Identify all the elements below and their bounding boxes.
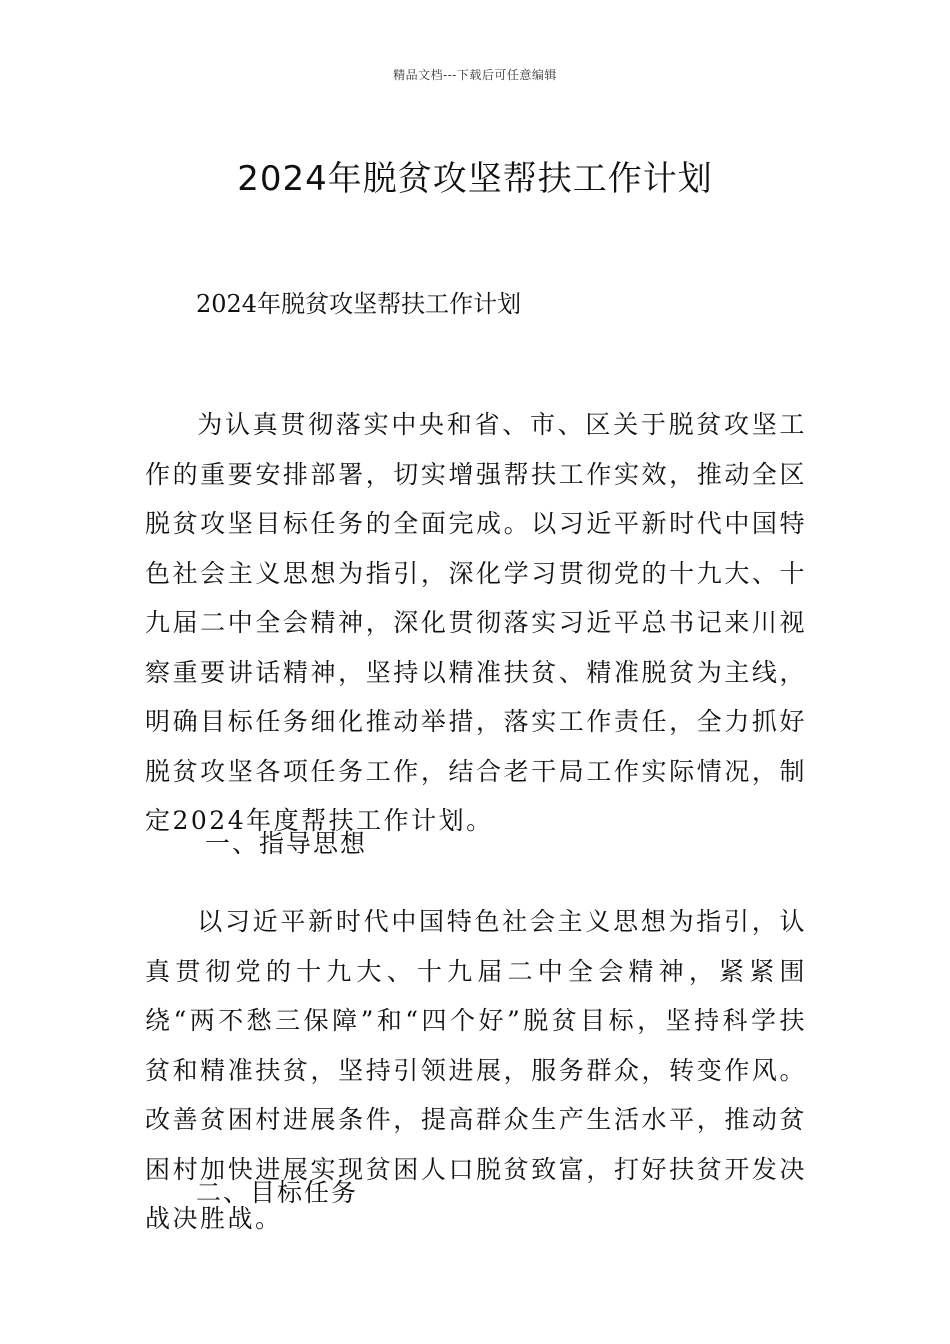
header-note: 精品文档---下载后可任意编辑: [393, 68, 557, 82]
paragraph-guiding-ideology-text: 以习近平新时代中国特色社会主义思想为指引，认真贯彻党的十九大、十九届二中全会精神，紧紧围绕“两不愁三保障”和“四个好”脱贫目标，坚持科学扶贫和精准扶贫，坚持引领进展，服务群众，转变作风。改善贫困村进展条件，提高群众生产生活水平，推动贫困村加快进展实现贫困人口脱贫致富，打好扶贫开发决战决胜战。: [145, 907, 807, 1233]
document-subtitle: 2024年脱贫攻坚帮扶工作计划: [196, 290, 522, 318]
paragraph-intro-text: 为认真贯彻落实中央和省、市、区关于脱贫攻坚工作的重要安排部署，切实增强帮扶工作实效，推动全区脱贫攻坚目标任务的全面完成。以习近平新时代中国特色社会主义思想为指引，深化学习贯彻党的十九大、十九届二中全会精神，深化贯彻落实习近平总书记来川视察重要讲话精神，坚持以精准扶贫、精准脱贫为主线，明确目标任务细化推动举措，落实工作责任，全力抓好脱贫攻坚各项任务工作，结合老干局工作实际情况，制定2024年度帮扶工作计划。: [145, 410, 807, 835]
section-heading-guiding-ideology: 一、指导思想: [205, 829, 368, 858]
section-heading-targets: 二、目标任务: [196, 1178, 359, 1207]
paragraph-intro: [145, 400, 807, 846]
document-title: 2024年脱贫攻坚帮扶工作计划: [237, 158, 713, 199]
